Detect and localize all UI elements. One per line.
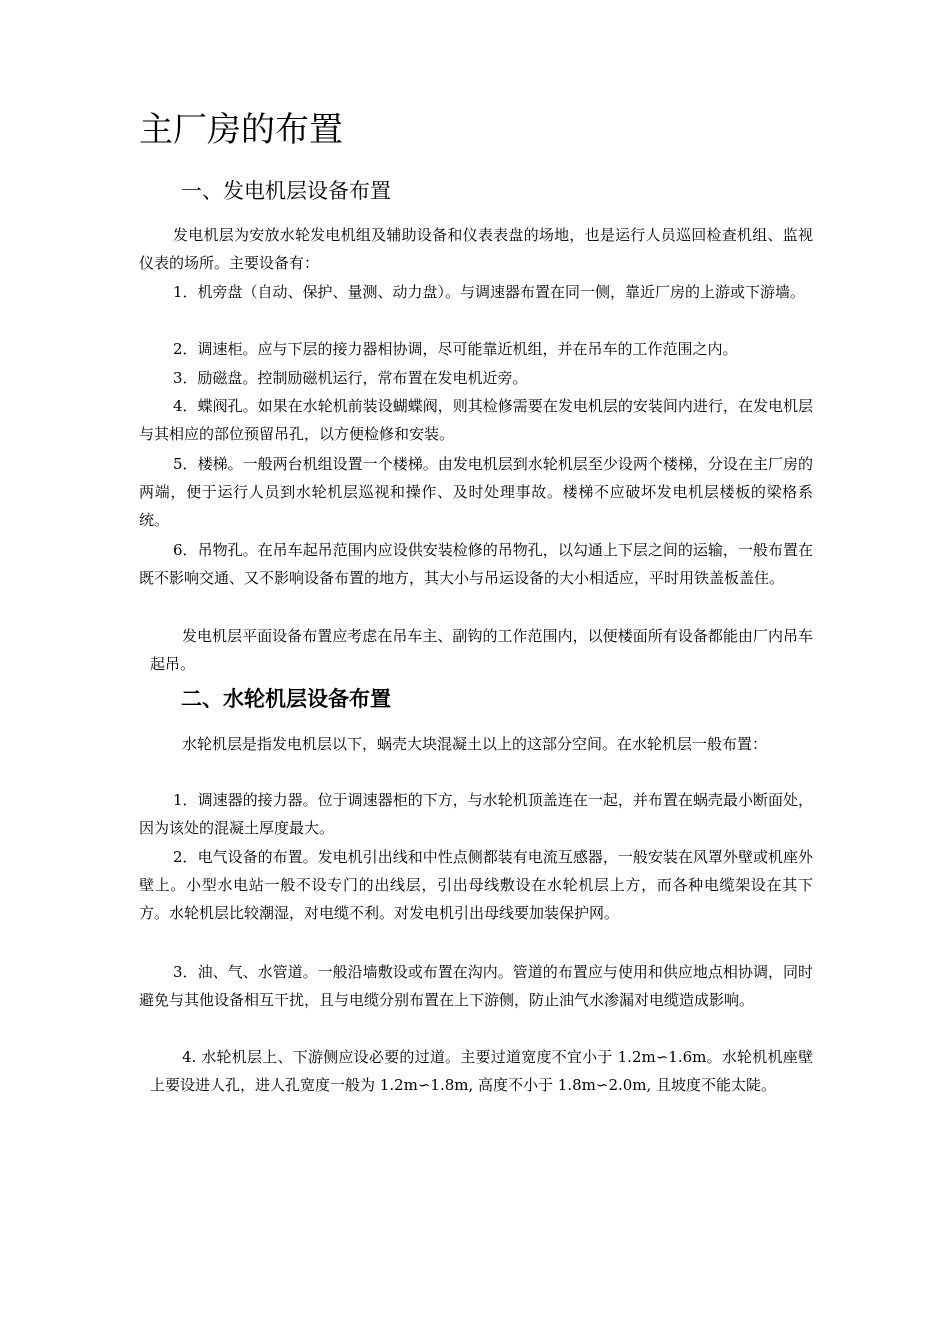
section1-heading: 一、发电机层设备布置 xyxy=(181,179,391,203)
section2-heading: 二、水轮机层设备布置 xyxy=(181,687,391,711)
section1-closing: 发电机层平面设备布置应考虑在吊车主、副钩的工作范围内，以便楼面所有设备都能由厂内吊车起吊。 xyxy=(150,627,813,673)
section2-intro: 水轮机层是指发电机层以下，蜗壳大块混凝土以上的这部分空间。在水轮机层一般布置： xyxy=(182,735,768,753)
section1-item-2: 2．调速柜。应与下层的接力器相协调，尽可能靠近机组，并在吊车的工作范围之内。 xyxy=(173,340,738,358)
page-title: 主厂房的布置 xyxy=(139,110,343,150)
section1-item-4: 4．蝶阀孔。如果在水轮机前装设蝴蝶阀，则其检修需要在发电机层的安装间内进行，在发电机层与其相应的部位预留吊孔，以方便检修和安装。 xyxy=(139,397,813,443)
section2-item-2: 2．电气设备的布置。发电机引出线和中性点侧都装有电流互感器，一般安装在风罩外壁或机座外壁上。小型水电站一般不设专门的出线层，引出母线敷设在水轮机层上方，而各种电缆架设在其下方。水轮机层比较潮湿，对电缆不利。对发电机引出母线要加装保护网。 xyxy=(139,848,813,922)
section2-item-3: 3．油、气、水管道。一般沿墙敷设或布置在沟内。管道的布置应与使用和供应地点相协调，同时避免与其他设备相互干扰，且与电缆分别布置在上下游侧，防止油气水渗漏对电缆造成影响。 xyxy=(139,963,813,1009)
section1-item-3: 3．励磁盘。控制励磁机运行，常布置在发电机近旁。 xyxy=(173,369,528,387)
section2-item-1: 1．调速器的接力器。位于调速器柜的下方，与水轮机顶盖连在一起，并布置在蜗壳最小断面处，因为该处的混凝土厚度最大。 xyxy=(139,791,813,837)
section1-item-6: 6．吊物孔。在吊车起吊范围内应设供安装检修的吊物孔，以勾通上下层之间的运输，一般布置在既不影响交通、又不影响设备布置的地方，其大小与吊运设备的大小相适应，平时用铁盖板盖住。 xyxy=(139,541,813,587)
section1-intro: 发电机层为安放水轮发电机组及辅助设备和仪表表盘的场地，也是运行人员巡回检查机组、监视仪表的场所。主要设备有： xyxy=(139,226,813,272)
section2-item-4: 4. 水轮机层上、下游侧应设必要的过道。主要过道宽度不宜小于 1.2m∽1.6m。水轮机机座壁上要设进人孔，进人孔宽度一般为 1.2m∽1.8m, 高度不小于 1.8m∽2.0m, 且坡度不能太陡。 xyxy=(150,1048,813,1094)
section1-item-5: 5．楼梯。一般两台机组设置一个楼梯。由发电机层到水轮机层至少设两个楼梯，分设在主厂房的两端，便于运行人员到水轮机层巡视和操作、及时处理事故。楼梯不应破坏发电机层楼板的梁格系统。 xyxy=(139,455,813,529)
section1-item-1: 1．机旁盘（自动、保护、量测、动力盘）。与调速器布置在同一侧，靠近厂房的上游或下游墙。 xyxy=(173,283,806,301)
